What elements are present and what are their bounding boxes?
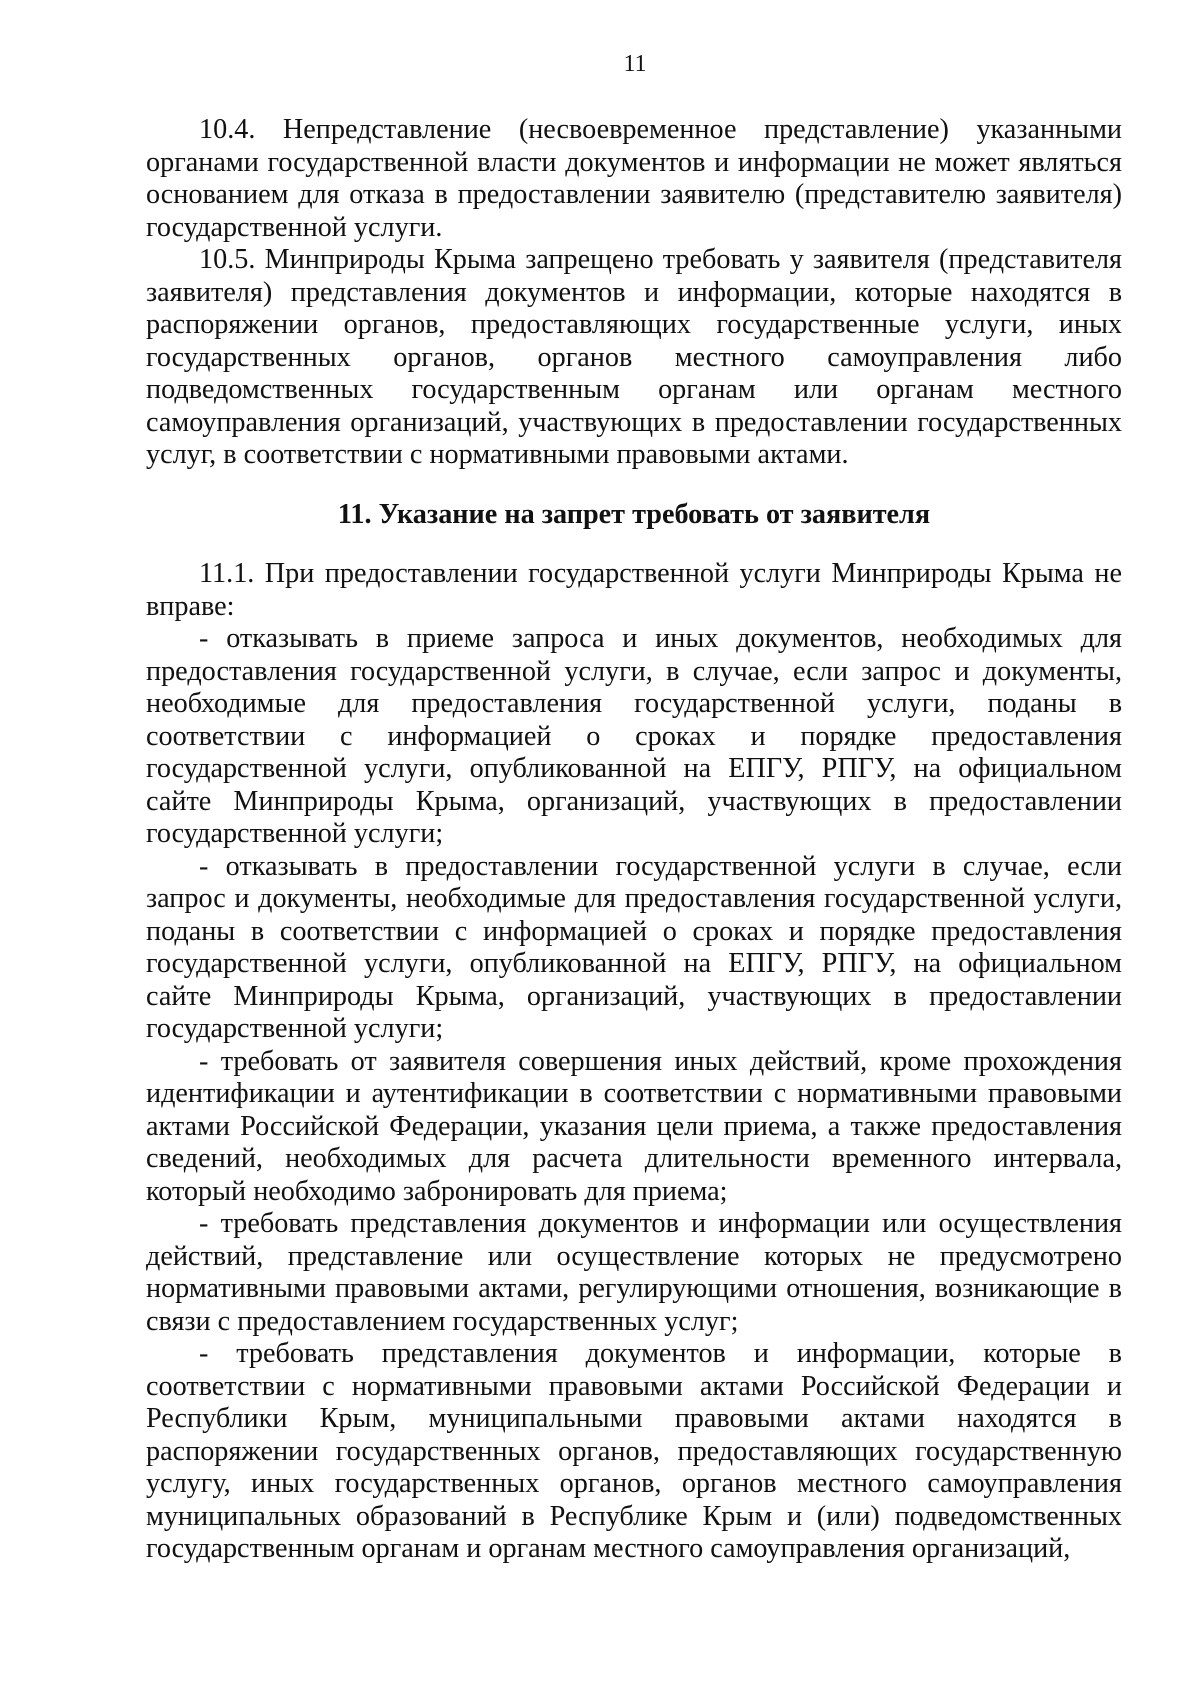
section-11-heading: 11. Указание на запрет требовать от заявителя — [337, 498, 931, 530]
paragraph-10-4: 10.4. Непредставление (несвоевременное представление) указанными органами государственной власти документов и информации не может являться основанием для отказа в предоставлении заявителю (представителю заявителя) государственной услуги. — [146, 114, 1122, 243]
list-item: - отказывать в предоставлении государственной услуги в случае, если запрос и документы, необходимые для предоставления государственной услуги, поданы в соответствии с информацией о сроках и порядке предоставления государственной услуги, опубликованной на ЕПГУ, РПГУ, на официальном сайте Минприроды Крыма, организаций, участвующих в предоставлении государственной услуги; — [146, 850, 1122, 1044]
list-item: - требовать представления документов и информации, которые в соответствии с нормативными правовыми актами Российской Федерации и Республики Крым, муниципальными правовыми актами находятся в распоряжении государственных органов, предоставляющих государственную услугу, иных государственных органов, органов местного самоуправления муниципальных образований в Республике Крым и (или) подведомственных государственным органам и органам местного самоуправления организаций, — [146, 1338, 1122, 1564]
list-item: - требовать от заявителя совершения иных действий, кроме прохождения идентификации и аутентификации в соответствии с нормативными правовыми актами Российской Федерации, указания цели приема, а также предоставления сведений, необходимых для расчета длительности временного интервала, который необходимо забронировать для приема; — [146, 1045, 1122, 1207]
paragraph-11-1: 11.1. При предоставлении государственной услуги Минприроды Крыма не вправе: — [146, 558, 1122, 622]
paragraph-10-5: 10.5. Минприроды Крыма запрещено требовать у заявителя (представителя заявителя) представления документов и информации, которые находятся в распоряжении органов, предоставляющих государственные услуги, иных государственных органов, органов местного самоуправления либо подведомственных государственным органам или органам местного самоуправления организаций, участвующих в предоставлении государственных услуг, в соответствии с нормативными правовыми актами. — [146, 244, 1122, 470]
list-item: - требовать представления документов и информации или осуществления действий, представление или осуществление которых не предусмотрено нормативными правовыми актами, регулирующими отношения, возникающие в связи с предоставлением государственных услуг; — [146, 1208, 1122, 1337]
document-body — [146, 114, 1122, 1566]
list-item: - отказывать в приеме запроса и иных документов, необходимых для предоставления государственной услуги, в случае, если запрос и документы, необходимые для предоставления государственной услуги, поданы в соответствии с информацией о сроках и порядке предоставления государственной услуги, опубликованной на ЕПГУ, РПГУ, на официальном сайте Минприроды Крыма, организаций, участвующих в предоставлении государственной услуги; — [146, 623, 1122, 849]
page-number: 11 — [623, 51, 647, 77]
